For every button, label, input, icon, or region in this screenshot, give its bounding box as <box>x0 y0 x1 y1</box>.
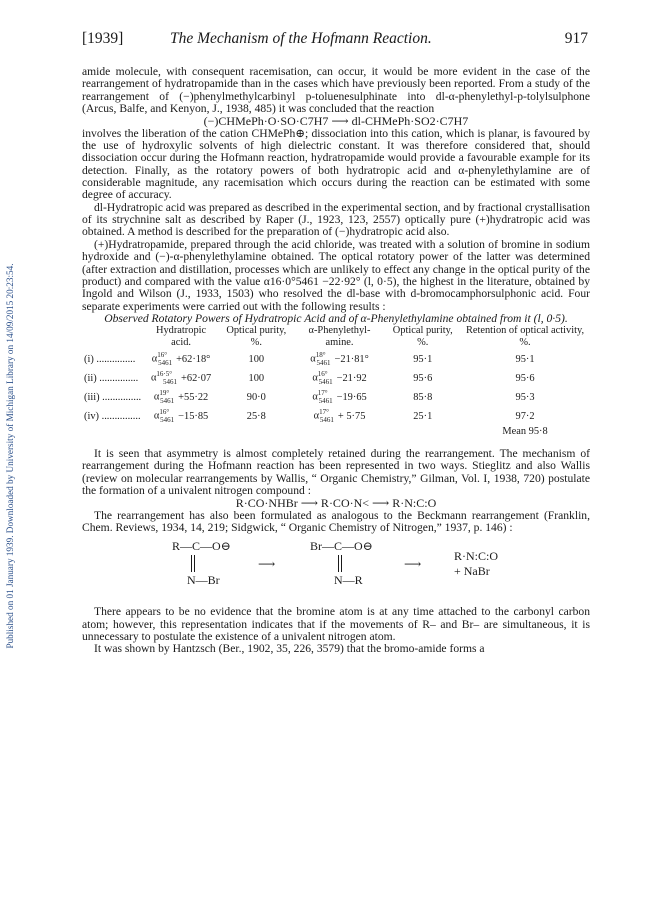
header-title: The Mechanism of the Hofmann Reaction. <box>170 30 432 47</box>
empty-cell <box>82 426 143 438</box>
acid-rotation-cell <box>143 350 219 369</box>
double-bond-line <box>341 555 342 572</box>
amine-wavelength: 5461 <box>318 377 333 386</box>
acid-value: +62·18° <box>176 353 211 365</box>
page-number: 917 <box>564 30 588 47</box>
acid-rotation-cell <box>143 407 219 426</box>
retention-cell <box>460 388 590 407</box>
amine-purity: 85·8 <box>413 392 433 404</box>
amine-purity-cell <box>385 388 460 407</box>
amine-purity-cell <box>385 407 460 426</box>
acid-temp: 16° <box>157 351 168 360</box>
acid-value: −15·85 <box>178 410 209 422</box>
download-watermark <box>2 46 18 866</box>
amine-alpha: α <box>312 391 318 403</box>
acid-temp: 19° <box>159 389 170 398</box>
table-row <box>82 369 590 388</box>
scheme-left-top: R—C—O⊖ <box>172 539 231 554</box>
amine-value: −21·92 <box>336 372 367 384</box>
acid-purity-cell <box>219 407 294 426</box>
acid-purity: 100 <box>248 353 265 365</box>
acid-alpha: α <box>150 372 157 384</box>
retention-cell <box>460 407 590 426</box>
retention-cell <box>460 350 590 369</box>
amine-value: + 5·75 <box>337 410 366 422</box>
acid-wavelength: 5461 <box>163 377 178 386</box>
acid-wavelength: 5461 <box>160 396 175 405</box>
double-bond-line <box>191 555 192 572</box>
amine-value: −19·65 <box>336 391 367 403</box>
paragraph-8: It was shown by Hantzsch (Ber., 1902, 35, 226, 3579) that the bromo-amide forms a <box>94 642 485 656</box>
amine-rotation-cell <box>294 350 386 369</box>
scheme-left-bottom: N—Br <box>187 573 220 588</box>
mean-cell <box>460 426 590 438</box>
paragraph-6: The rearrangement has also been formulated as analogous to the Beckmann rearrangement (Franklin, Chem. Reviews, 1934, 14, 219; Sidgwick, “ Organic Chemistry of Nitrogen,” 1937, p. 146) : <box>82 508 590 534</box>
rotatory-powers-table <box>82 325 590 438</box>
amine-wavelength: 5461 <box>318 396 333 405</box>
amine-purity: 25·1 <box>413 411 433 423</box>
row-label: (iii) ............... <box>84 392 142 404</box>
acid-value: +62·07 <box>181 372 212 384</box>
column-header: Hydratropic acid. <box>155 325 207 348</box>
scheme-mid-top: Br—C—O⊖ <box>310 539 373 554</box>
mean-row <box>82 426 590 438</box>
scheme-right-bottom: + NaBr <box>454 564 490 579</box>
paragraph-1: amide molecule, with consequent racemisation, can occur, it would be more evident in the case of the rearrangement of hydratropamide than in the cases which have previously been reported. From a study of the rearrangement of (−)phenylmethylcarbinyl p-toluenesulphinate into dl-α-phenylethyl-p-tolylsulphone (Arcus, Balfe, and Kenyon, J., 1938, 485) it was concluded that the reaction <box>82 65 590 116</box>
acid-alpha: α <box>151 353 158 365</box>
empty-cell <box>143 426 219 438</box>
row-label-cell <box>82 407 143 426</box>
row-label: (i) ............... <box>84 353 136 365</box>
acid-alpha: α <box>153 391 160 403</box>
acid-purity-cell <box>219 350 294 369</box>
column-header: Retention of optical activity, %. <box>465 325 585 348</box>
acid-wavelength: 5461 <box>158 358 173 367</box>
acid-value: +55·22 <box>178 391 209 403</box>
retention-cell <box>460 369 590 388</box>
amine-rotation-cell <box>294 407 386 426</box>
mean-value: 95·8 <box>528 426 548 438</box>
scheme-right-top: R·N:C:O <box>454 549 499 564</box>
retention-value: 95·3 <box>515 392 535 404</box>
download-watermark-text: Published on 01 January 1939. Downloaded by University of Michigan Library on 14/09/2015 20:23:54. <box>5 263 15 649</box>
amine-temp: 16° <box>317 370 328 379</box>
paragraph-5: It is seen that asymmetry is almost completely retained during the rearrangement. The mechanism of rearrangement during the Hofmann reaction has been represented in two ways. Stieglitz and also Wallis (review on molecular rearrangements by Wallis, “ Organic Chemistry,” Gilman, Vol. I, 1938, 720) postulate the formation of a univalent nitrogen compound : <box>82 446 590 497</box>
amine-temp: 18° <box>315 351 326 360</box>
acid-rotation-cell <box>143 369 219 388</box>
amine-temp: 17° <box>319 408 329 417</box>
amine-temp: 17° <box>317 389 328 398</box>
column-header <box>82 325 143 350</box>
acid-purity: 90·0 <box>246 392 266 404</box>
column-header: Optical purity, %. <box>392 325 453 348</box>
scheme-mid-bottom: N—R <box>334 573 363 588</box>
retention-value: 95·1 <box>515 353 535 365</box>
retention-value: 97·2 <box>515 411 535 423</box>
row-label-cell <box>82 350 143 369</box>
amine-purity: 95·6 <box>413 373 433 385</box>
table-header-row <box>82 325 590 350</box>
header-year: [1939] <box>82 30 124 47</box>
empty-cell <box>294 426 386 438</box>
column-header: α-Phenylethyl-amine. <box>308 325 371 348</box>
amine-wavelength: 5461 <box>316 358 331 367</box>
scheme-arrow-2: ⟶ <box>404 557 422 572</box>
column-header: Optical purity, %. <box>226 325 287 348</box>
table-row <box>82 388 590 407</box>
beckmann-scheme <box>82 538 590 600</box>
amine-purity: 95·1 <box>413 353 433 365</box>
amine-alpha: α <box>313 410 320 422</box>
empty-cell <box>385 426 460 438</box>
equation-univalent-nitrogen: R·CO·NHBr ⟶ R·CO·N< ⟶ R·N:C:O <box>235 496 437 511</box>
amine-alpha: α <box>312 372 318 384</box>
double-bond-line <box>338 555 339 572</box>
table-caption: Observed Rotatory Powers of Hydratropic Acid and of α-Phenylethylamine obtained from it (l, 0·5). <box>104 311 568 325</box>
acid-temp: 16° <box>159 408 170 417</box>
amine-purity-cell <box>385 369 460 388</box>
mean-label: Mean <box>502 426 527 438</box>
amine-value: −21·81° <box>334 353 369 365</box>
retention-value: 95·6 <box>515 373 535 385</box>
row-label-cell <box>82 369 143 388</box>
acid-wavelength: 5461 <box>160 415 175 424</box>
article-body <box>82 66 590 656</box>
amine-wavelength: 5461 <box>319 415 334 424</box>
row-label: (ii) ............... <box>84 373 139 385</box>
paragraph-2: involves the liberation of the cation CHMePh⊕; dissociation into this cation, which is planar, is favoured by the use of hydroxylic solvents of high dielectric constant. It was therefore considered that, should dissociation occur during the Hofmann reaction, hydratropamide would provide a favourable example for its detection. Finally, as the rotatory powers of both hydratropic acid and α-phenylethylamine are of considerable magnitude, any racemisation which occurs during the reaction can be estimated with some degree of accuracy. <box>82 126 590 202</box>
acid-alpha: α <box>153 410 160 422</box>
table-body <box>82 350 590 438</box>
paragraph-4: (+)Hydratropamide, prepared through the acid chloride, was treated with a solution of bromine in sodium hydroxide and (−)-α-phenylethylamine obtained. The optical rotatory power of the latter was determined (after extraction and distillation, processes which are unlikely to effect any change in the optical purity of the product) and compared with the value α16·0°5461 −22·92° (l, 0·5), the highest in the literature, obtained by Ingold and Wilson (J., 1933, 1503) who resolved the dl-base with d-bromocamphorsulphonic acid. Four separate experiments were carried out with the following results : <box>82 237 590 313</box>
acid-purity-cell <box>219 388 294 407</box>
amine-alpha: α <box>310 353 316 365</box>
scheme-arrow-1: ⟶ <box>258 557 276 572</box>
acid-purity-cell <box>219 369 294 388</box>
acid-purity: 100 <box>248 373 265 385</box>
paragraph-3: dl-Hydratropic acid was prepared as described in the experimental section, and by fractional crystallisation of its strychnine salt as described by Raper (J., 1923, 123, 2557) optically pure (+)hydratropic acid was obtained. A method is described for the preparation of (−)hydratropic acid also. <box>82 200 590 239</box>
table-row <box>82 350 590 369</box>
amine-rotation-cell <box>294 388 386 407</box>
row-label: (iv) ............... <box>84 411 141 423</box>
table-row <box>82 407 590 426</box>
acid-temp: 16·5° <box>156 370 173 379</box>
equation-sulphinate: (−)CHMePh·O·SO·C7H7 ⟶ dl-CHMePh·SO2·C7H7 <box>203 114 469 129</box>
amine-rotation-cell <box>294 369 386 388</box>
double-bond-line <box>194 555 195 572</box>
amine-purity-cell <box>385 350 460 369</box>
running-header <box>82 30 588 50</box>
acid-purity: 25·8 <box>246 411 266 423</box>
empty-cell <box>219 426 294 438</box>
row-label-cell <box>82 388 143 407</box>
acid-rotation-cell <box>143 388 219 407</box>
paragraph-7: There appears to be no evidence that the bromine atom is at any time attached to the carbonyl carbon atom; however, this representation indicates that if the movements of R– and Br– are simultaneous, it is unnecessary to postulate the existence of a univalent nitrogen atom. <box>82 605 590 643</box>
